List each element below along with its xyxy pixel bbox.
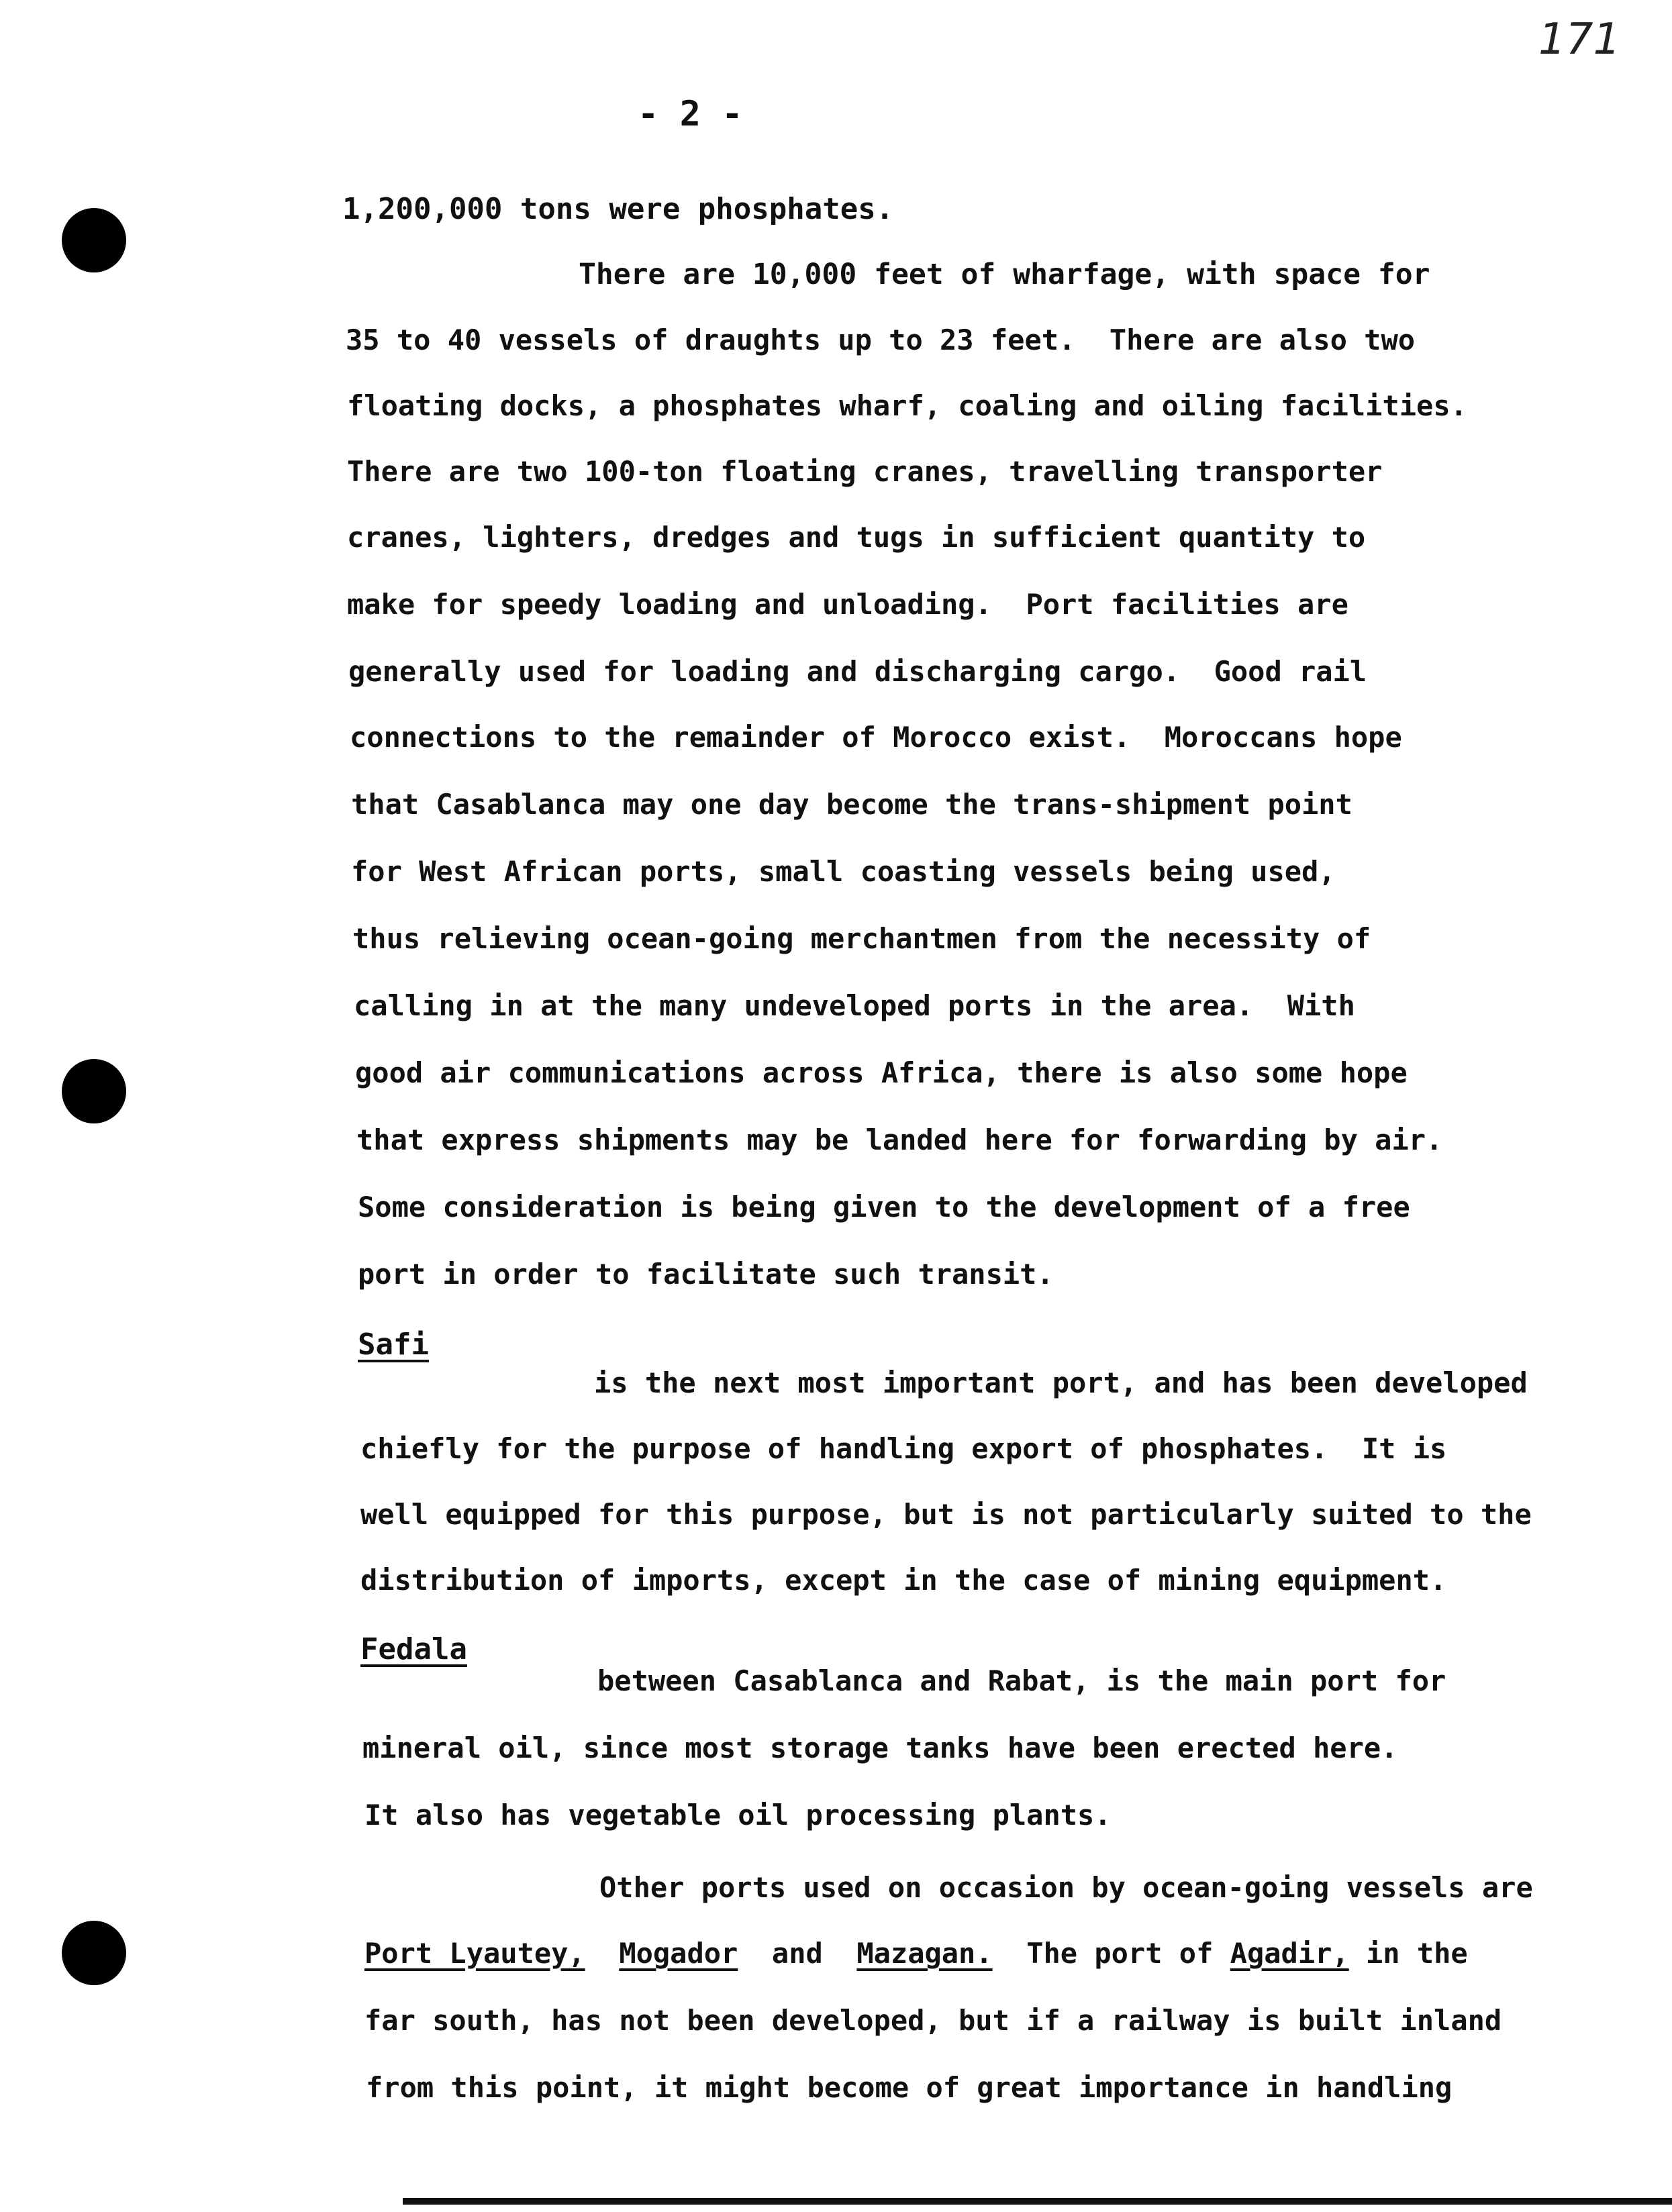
text-line: port in order to facilitate such transit. [358, 1258, 1054, 1291]
text-line: mineral oil, since most storage tanks have been erected here. [362, 1731, 1398, 1764]
text-line: It also has vegetable oil processing plants. [364, 1799, 1112, 1831]
text-line: that express shipments may be landed here for forwarding by air. [356, 1123, 1443, 1156]
page-number: - 2 - [638, 94, 743, 134]
text-line: generally used for loading and discharging cargo. Good rail [348, 655, 1367, 688]
folio-number: 171 [1538, 15, 1621, 64]
text-line: distribution of imports, except in the case of mining equipment. [360, 1564, 1447, 1597]
text-line: There are two 100-ton floating cranes, travelling transporter [347, 455, 1383, 488]
port-name: Mazagan. [856, 1937, 993, 1970]
punch-hole [62, 1921, 126, 1985]
port-name: Mogador [619, 1937, 738, 1970]
text-line: well equipped for this purpose, but is not particularly suited to the [360, 1498, 1532, 1531]
text-line: is the next most important port, and has been developed [594, 1366, 1528, 1399]
text-line: 1,200,000 tons were phosphates. [342, 192, 894, 226]
text-fragment: The port of [1026, 1937, 1214, 1970]
text-line-ports [364, 1937, 1468, 1970]
text-line: make for speedy loading and unloading. Port facilities are [347, 588, 1348, 621]
text-line: calling in at the many undeveloped ports in the area. With [354, 989, 1355, 1022]
text-line: connections to the remainder of Morocco exist. Moroccans hope [350, 721, 1402, 754]
port-name: Agadir, [1230, 1937, 1349, 1970]
text-fragment: in the [1365, 1937, 1468, 1970]
scan-edge [403, 2198, 1672, 2205]
punch-hole [62, 208, 126, 272]
text-line: that Casablanca may one day become the trans-shipment point [351, 788, 1353, 821]
text-line: There are 10,000 feet of wharfage, with space for [579, 258, 1430, 291]
text-line: from this point, it might become of great importance in handling [366, 2071, 1453, 2104]
text-line: far south, has not been developed, but if a railway is built inland [364, 2004, 1502, 2037]
text-line: Some consideration is being given to the development of a free [358, 1191, 1410, 1223]
text-line: chiefly for the purpose of handling export of phosphates. It is [360, 1432, 1447, 1465]
text-fragment: and [771, 1937, 823, 1970]
text-line: good air communications across Africa, there is also some hope [355, 1056, 1408, 1089]
text-line: for West African ports, small coasting vessels being used, [351, 855, 1336, 888]
text-line: thus relieving ocean-going merchantmen from the necessity of [352, 922, 1371, 955]
port-name: Port Lyautey, [364, 1937, 585, 1970]
punch-hole [62, 1059, 126, 1123]
text-line: cranes, lighters, dredges and tugs in sufficient quantity to [347, 521, 1366, 554]
text-line: between Casablanca and Rabat, is the main port for [597, 1664, 1446, 1697]
section-heading-safi: Safi [358, 1327, 429, 1362]
text-line: 35 to 40 vessels of draughts up to 23 feet. There are also two [346, 323, 1416, 356]
text-line: floating docks, a phosphates wharf, coaling and oiling facilities. [347, 389, 1467, 422]
text-line: Other ports used on occasion by ocean-going vessels are [599, 1871, 1533, 1904]
section-heading-fedala: Fedala [360, 1632, 467, 1666]
